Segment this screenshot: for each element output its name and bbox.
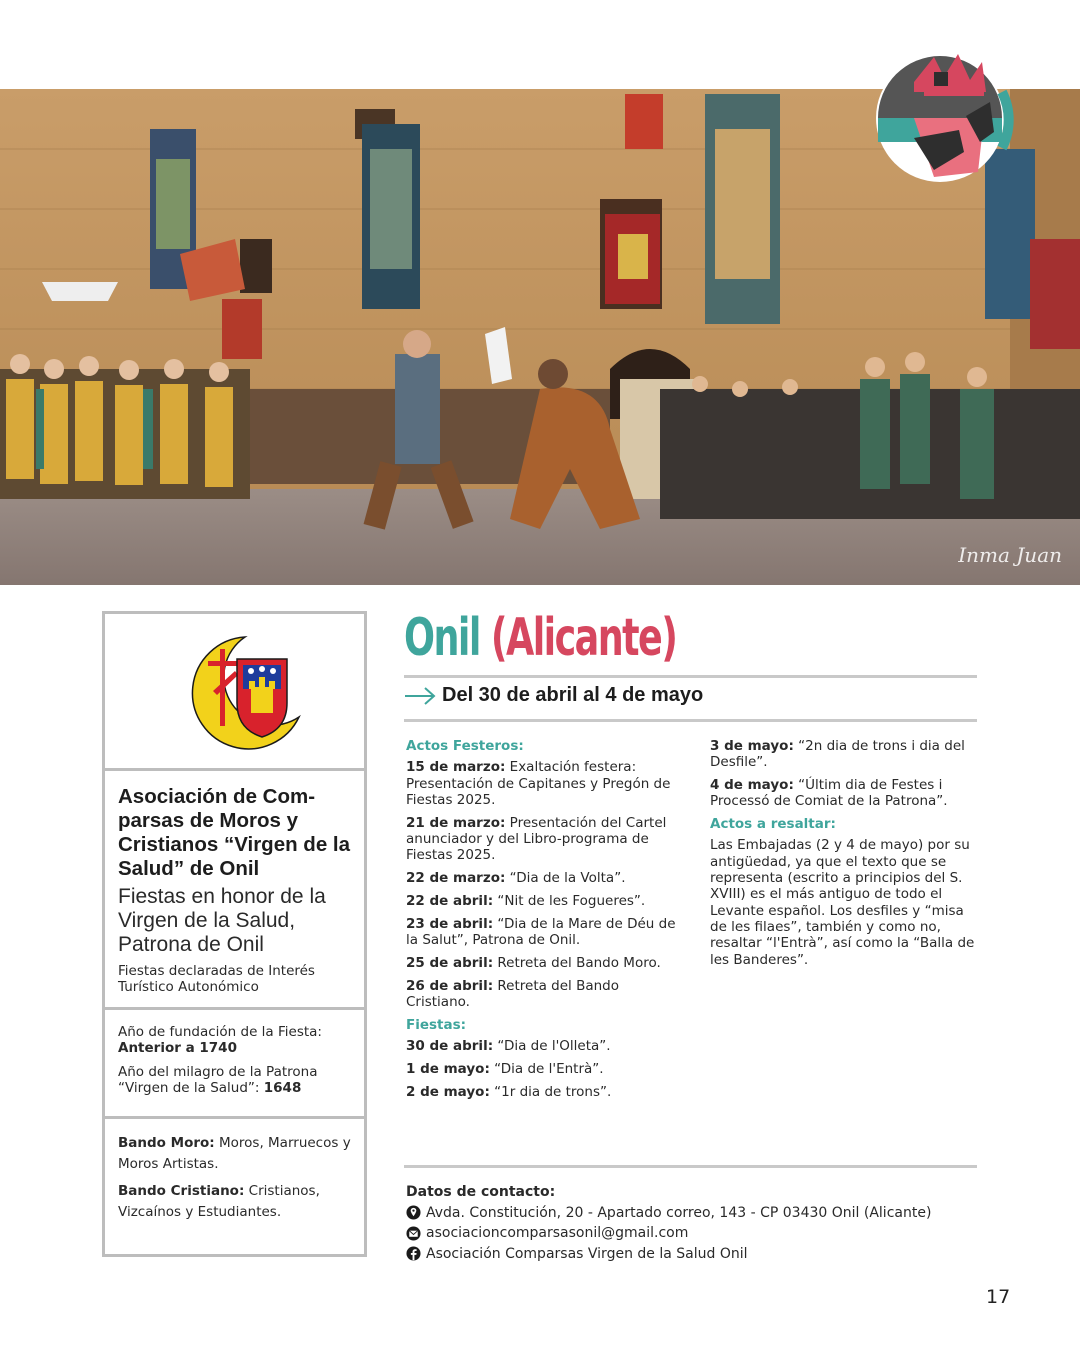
bando-cristiano — [118, 1181, 354, 1223]
photographer-watermark: Inma Juan — [958, 543, 1062, 567]
miracle-info — [118, 1064, 354, 1096]
bando-moro-label: Bando Moro: — [118, 1135, 215, 1151]
envelope-icon — [406, 1226, 421, 1241]
acto-entry — [406, 893, 686, 909]
fiesta-title: Fiestas en honor de la Virgen de la Salud, Patrona de Onil — [118, 885, 326, 956]
contact-address: Avda. Constitución, 20 - Apartado correo, 143 - CP 03430 Onil (Alicante) — [426, 1204, 932, 1221]
date-range — [404, 684, 703, 707]
acto-entry-date: 23 de abril: — [406, 915, 494, 932]
program-column-2 — [710, 738, 978, 968]
fiesta-entry — [710, 777, 978, 810]
acto-entry — [406, 870, 686, 886]
fiesta-entry-date: 2 de mayo: — [406, 1083, 490, 1100]
acto-entry — [406, 759, 686, 808]
arrow-right-icon — [404, 686, 436, 706]
date-divider — [404, 719, 977, 722]
acto-entry-text: “Nit de les Fogueres”. — [493, 892, 646, 909]
bando-moro — [118, 1133, 354, 1175]
fiesta-entry-date: 30 de abril: — [406, 1037, 494, 1054]
foundation-section — [105, 1010, 364, 1119]
fiesta-entry — [710, 738, 978, 771]
contact-section — [406, 1182, 931, 1264]
fiesta-entry-text: “Últim dia de Festes i Processó de Comiat de la Patrona”. — [710, 777, 948, 810]
contact-title: Datos de contacto: — [406, 1184, 556, 1200]
title-town: Onil — [404, 608, 480, 668]
acto-entry-date: 22 de marzo: — [406, 870, 506, 887]
acto-entry-date: 22 de abril: — [406, 892, 494, 909]
contact-address-row — [406, 1203, 931, 1224]
contact-email-row — [406, 1223, 931, 1244]
fiesta-entry — [406, 1061, 686, 1077]
fiestas-continued-list — [710, 738, 978, 810]
actos-resaltar-heading: Actos a resaltar: — [710, 816, 836, 833]
title-divider — [404, 675, 977, 678]
fiesta-entry-text: “Dia de l'Olleta”. — [493, 1037, 611, 1054]
contact-email[interactable]: asociacioncomparsasonil@gmail.com — [426, 1225, 689, 1241]
fiesta-entry — [406, 1084, 686, 1100]
fiestas-list — [406, 1038, 686, 1100]
bandos-section — [105, 1119, 364, 1239]
moor-king-mascot-icon — [874, 52, 1026, 182]
miracle-label: Año del milagro de la Patrona “Virgen de la Salud”: — [118, 1064, 318, 1096]
foundation-info — [118, 1024, 354, 1056]
acto-entry — [406, 978, 686, 1011]
program-column-1 — [406, 738, 686, 1106]
acto-entry — [406, 815, 686, 864]
actos-list — [406, 759, 686, 1010]
association-section — [105, 771, 364, 1010]
acto-entry — [406, 916, 686, 949]
fiesta-entry-date: 4 de mayo: — [710, 777, 794, 794]
acto-entry-text: “Dia de la Volta”. — [505, 870, 626, 887]
bando-cristiano-label: Bando Cristiano: — [118, 1183, 245, 1199]
acto-entry-date: 26 de abril: — [406, 977, 494, 994]
contact-facebook[interactable]: Asociación Comparsas Virgen de la Salud Onil — [426, 1245, 748, 1262]
page-title — [404, 602, 676, 674]
foundation-value: Anterior a 1740 — [118, 1040, 237, 1056]
declared-text: Fiestas declaradas de Interés Turístico Autonómico — [118, 963, 315, 995]
location-pin-icon — [406, 1205, 421, 1220]
miracle-value: 1648 — [263, 1080, 302, 1096]
acto-entry-date: 15 de marzo: — [406, 759, 506, 776]
date-range-text: Del 30 de abril al 4 de mayo — [442, 684, 704, 706]
logo-section — [105, 614, 364, 771]
acto-entry-text: Exaltación festera: Presentación de Capitanes y Pregón de Fiestas 2025. — [406, 759, 671, 808]
actos-festeros-heading: Actos Festeros: — [406, 738, 524, 754]
acto-entry-text: “Dia de la Mare de Déu de la Salut”, Patrona de Onil. — [406, 915, 676, 948]
bando-moro-value: Moros, Marruecos y Moros Artistas. — [118, 1135, 351, 1172]
fiesta-entry-text: “1r dia de trons”. — [489, 1083, 612, 1100]
fiesta-entry-text: “2n dia de trons i dia del Desfile”. — [710, 738, 965, 771]
contact-facebook-row — [406, 1244, 931, 1265]
title-province: (Alicante) — [490, 608, 677, 668]
contact-divider — [404, 1165, 977, 1168]
bando-cristiano-value: Cristianos, Vizcaínos y Estudiantes. — [118, 1183, 320, 1220]
acto-entry-date: 25 de abril: — [406, 954, 494, 971]
acto-entry — [406, 955, 686, 971]
page-number: 17 — [986, 1286, 1011, 1308]
association-info-box — [102, 611, 367, 1257]
acto-entry-text: Retreta del Bando Cristiano. — [406, 977, 620, 1010]
fiestas-heading: Fiestas: — [406, 1016, 467, 1033]
crescent-cross-shield-logo-icon — [165, 631, 305, 751]
foundation-label: Año de fundación de la Fiesta: — [118, 1024, 322, 1040]
facebook-icon — [406, 1246, 421, 1261]
fiesta-entry-date: 1 de mayo: — [406, 1060, 490, 1077]
acto-entry-date: 21 de marzo: — [406, 814, 506, 831]
actos-resaltar-text: Las Embajadas (2 y 4 de mayo) por su antigüedad, ya que el texto que se representa (escrito a principios del S. XVIII) es el más antiguo de todo el Levante español. Los desfiles y “misa de les filaes”, también y como no, resaltar “l'Entrà”, así como la “Balla de les Banderes”. — [710, 837, 975, 968]
acto-entry-text: Presentación del Cartel anunciador y del Libro-programa de Fiestas 2025. — [406, 814, 667, 864]
acto-entry-text: Retreta del Bando Moro. — [493, 954, 661, 971]
fiesta-entry-date: 3 de mayo: — [710, 738, 794, 754]
fiesta-entry — [406, 1038, 686, 1054]
fiesta-entry-text: “Dia de l'Entrà”. — [489, 1060, 604, 1077]
association-title: Asociación de Com- parsas de Moros y Cristianos “Virgen de la Salud” de Onil — [118, 785, 351, 880]
